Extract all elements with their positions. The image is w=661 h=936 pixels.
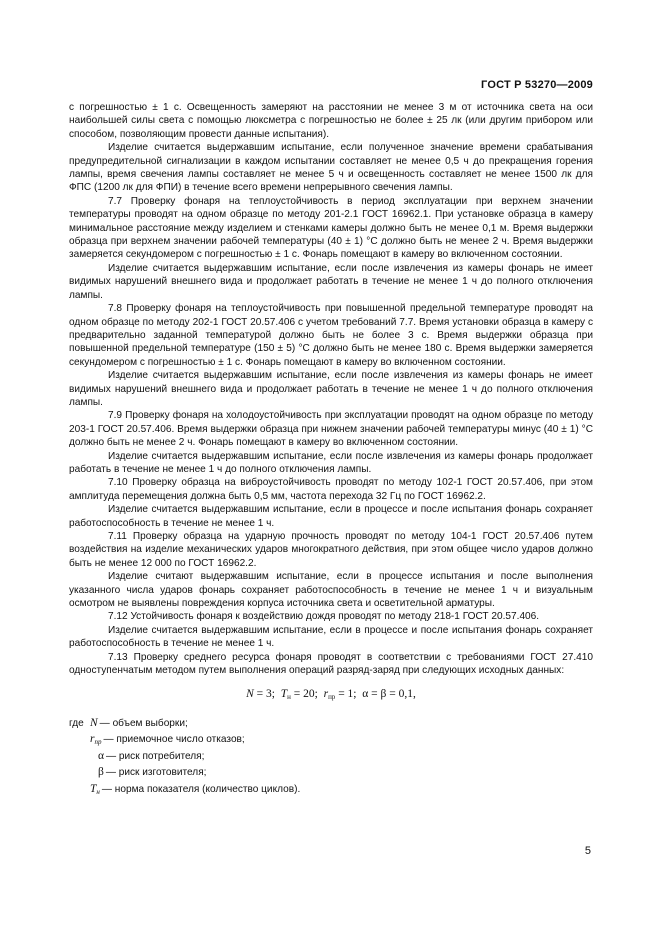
section-7-11: 7.11 Проверку образца на ударную прочность проводят по методу 104-1 ГОСТ 20.57.406 путем воздействия на изделие механических ударов многократного действия, при этом общее число ударов должно быть не менее 12 000 по ГОСТ 16962.2.: [69, 531, 593, 569]
section-7-8: 7.8 Проверку фонаря на теплоустойчивость при повышенной предельной температуре проводят на одном образце по методу 202-1 ГОСТ 20.57.406 с учетом требований 7.7. Время установки образца в камеру с предварительно заданной температурой должно быть не более 3 с. Время выдержки образца при повышенной предельной температуре (150 ± 5) °С должно быть не менее 180 с. Время выдержки замеряется секундомером с погрешностью ± 1 с. Фонарь помещают в камеру во включенном состоянии.: [69, 303, 593, 368]
definition-symbol-letter: r: [90, 733, 95, 746]
paragraph: Изделие считается выдержавшим испытание, если полученное значение времени срабатывания предупредительной сигнализации в каждом испытании составляет не менее 0,5 ч до прекращения горения лампы, время свечения лампы составляет не менее 5 ч и освещенность составляет не менее 1500 лк для ФПС (1200 лк для ФПИ) в течение всего времени непрерывного свечения лампы.: [69, 142, 593, 194]
section-7-10: 7.10 Проверку образца на виброустойчивость проводят по методу 102-1 ГОСТ 20.57.406, при этом амплитуда перемещения должна быть 0,5 мм, частота перехода 32 Гц по ГОСТ 16962.2.: [69, 477, 593, 502]
definition-row: [69, 733, 593, 750]
definition-row: [69, 766, 593, 783]
formula-n-value: = 3;: [256, 688, 275, 701]
paragraph: Изделие считается выдержавшим испытание, если после извлечения из камеры фонарь не имеет видимых нарушений внешнего вида и продолжает работать в течение не менее 1 ч до полного отключения лампы.: [69, 370, 593, 408]
section-7-7: 7.7 Проверку фонаря на теплоустойчивость в период эксплуатации при верхнем значении температуры проводят на одном образце по методу 201-2.1 ГОСТ 16962.1. При установке образца в камеру минимальное расстояние между изделием и стенками камеры должно быть не менее 0,1 м. Время выдержки образца при верхнем значении рабочей температуры (40 ± 1) °С должно быть не менее 2 ч. Время выдержки замеряется секундомером с погрешностью ± 1 с. Фонарь помещают в камеру во включенном состоянии.: [69, 195, 593, 261]
definition-row: [69, 783, 593, 800]
definition-symbol: α: [98, 749, 105, 762]
standard-header: ГОСТ Р 53270—2009: [481, 79, 593, 91]
paragraph: Изделие считается выдержавшим испытание, если после извлечения из камеры фонарь продолжает работать в течение не менее 1 ч до полного отключения лампы.: [69, 450, 593, 475]
definition-symbol: N: [90, 716, 98, 729]
definition-text: — риск изготовителя;: [105, 767, 207, 779]
definition-symbol: [90, 733, 101, 749]
definition-row: [69, 717, 593, 734]
definitions-list: [69, 717, 593, 800]
definition-text: — риск потребителя;: [106, 750, 205, 762]
formula-r-symbol: r: [323, 688, 329, 701]
definition-where: где: [69, 717, 84, 729]
formula-alpha-beta: α = β = 0,1,: [362, 688, 416, 701]
paragraph: Изделие считается выдержавшим испытание, если после извлечения из камеры фонарь не имеет видимых нарушений внешнего вида и продолжает работать в течение не менее 1 ч до полного отключения лампы.: [69, 262, 593, 301]
definition-text: — норма показателя (количество циклов).: [101, 783, 301, 795]
paragraph: Изделие считается выдержавшим испытание, если в процессе и после испытания фонарь сохраняет работоспособность в течение не менее 1 ч.: [69, 624, 593, 650]
page-number: 5: [584, 845, 591, 857]
definition-row: [69, 750, 593, 767]
definition-symbol: [90, 783, 100, 799]
definition-symbol-subscript: н: [96, 787, 100, 796]
paragraph: с погрешностью ± 1 с. Освещенность замеряют на расстоянии не менее 3 м от источника света на оси наибольшей силы света с помощью люксметра с погрешностью не более ± 25 лк (или другим прибором или способом, позволяющим провести данные испытания).: [69, 102, 593, 140]
definition-text: — объем выборки;: [99, 717, 188, 729]
definition-symbol: β: [98, 766, 104, 779]
formula-r-subscript: пр: [328, 693, 336, 702]
formula-t-value: = 20;: [293, 688, 318, 701]
paragraph: Изделие считают выдержавшим испытание, если в процессе испытания и после выполнения указанного числа ударов фонарь сохраняет работоспособность в течение не менее 1 ч и визуальным осмотром не выявлены повреждения корпуса источника света и осветительной арматуры.: [69, 571, 593, 610]
formula-n-symbol: N: [246, 688, 254, 701]
section-7-12: 7.12 Устойчивость фонаря к воздействию дождя проводят по методу 218-1 ГОСТ 20.57.406.: [108, 611, 540, 623]
section-7-13: 7.13 Проверку среднего ресурса фонаря проводят в соответствии с требованиями ГОСТ 27.410 одноступенчатым методом путем выполнения операций разряд-заряд при следующих исходных данных:: [69, 651, 593, 677]
formula-t-symbol: T: [280, 688, 288, 701]
definition-symbol-subscript: пр: [94, 738, 102, 747]
definition-symbol-letter: T: [90, 782, 97, 795]
formula-r-value: = 1;: [338, 688, 357, 701]
formula: [69, 688, 593, 704]
definition-text: — приемочное число отказов;: [103, 734, 245, 746]
document-body: [69, 101, 593, 799]
paragraph: Изделие считается выдержавшим испытание, если в процессе и после испытания фонарь сохраняет работоспособность в течение не менее 1 ч.: [69, 504, 593, 529]
section-7-9: 7.9 Проверку фонаря на холодоустойчивость при эксплуатации проводят на одном образце по методу 203-1 ГОСТ 20.57.406. Время выдержки образца при нижнем значении рабочей температуры минус (40 ± 1) °С должно быть не менее 2 ч. Фонарь помещают в камеру во включенном состоянии.: [69, 410, 593, 449]
formula-t-subscript: н: [287, 693, 291, 702]
